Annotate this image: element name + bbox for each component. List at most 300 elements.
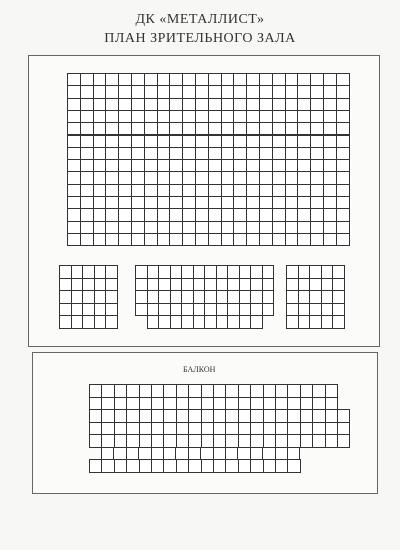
seat — [213, 409, 226, 423]
seat — [323, 147, 337, 160]
seat — [285, 85, 299, 98]
seat — [105, 265, 118, 279]
seat — [208, 184, 222, 197]
seat — [263, 434, 276, 448]
seat — [275, 422, 288, 436]
seat — [246, 147, 260, 160]
seat — [163, 384, 176, 398]
seat — [131, 98, 145, 111]
seat — [131, 159, 145, 172]
seat — [144, 159, 158, 172]
seat — [325, 434, 338, 448]
seat — [246, 85, 260, 98]
seat — [169, 85, 183, 98]
seat — [80, 159, 94, 172]
seat — [233, 147, 247, 160]
seat — [221, 184, 235, 197]
seat — [188, 409, 201, 423]
seat — [285, 208, 299, 221]
seat — [221, 110, 235, 123]
seat — [105, 196, 119, 209]
seat — [182, 110, 196, 123]
seat — [118, 135, 132, 148]
seat — [93, 147, 107, 160]
seat — [105, 315, 118, 329]
seat — [131, 73, 145, 86]
seat — [250, 459, 263, 473]
seat — [250, 409, 263, 423]
seat — [93, 184, 107, 197]
seat — [272, 135, 286, 148]
seat — [157, 73, 171, 86]
seat — [201, 422, 214, 436]
seat — [118, 159, 132, 172]
seat — [213, 459, 226, 473]
seat — [275, 384, 288, 398]
seat — [221, 159, 235, 172]
seat — [157, 147, 171, 160]
seat — [182, 196, 196, 209]
seat — [312, 409, 325, 423]
seat — [163, 434, 176, 448]
seat — [287, 409, 300, 423]
seat — [336, 159, 350, 172]
seat — [80, 184, 94, 197]
seat — [323, 233, 337, 246]
seat — [259, 135, 273, 148]
seat — [297, 147, 311, 160]
seat — [80, 135, 94, 148]
seat — [114, 409, 127, 423]
seat — [101, 397, 114, 411]
seat — [259, 110, 273, 123]
seat — [131, 85, 145, 98]
seat — [285, 73, 299, 86]
seat — [221, 221, 235, 234]
seat — [176, 434, 189, 448]
seat — [221, 122, 235, 135]
seat — [131, 221, 145, 234]
seat — [139, 409, 152, 423]
seat — [89, 459, 102, 473]
seat — [250, 422, 263, 436]
seat — [182, 171, 196, 184]
seat — [80, 171, 94, 184]
seat — [80, 196, 94, 209]
seat — [93, 233, 107, 246]
seat — [225, 459, 238, 473]
seat — [176, 459, 189, 473]
seat — [93, 135, 107, 148]
seat — [105, 135, 119, 148]
seat — [246, 110, 260, 123]
seat — [262, 447, 275, 461]
seat — [208, 110, 222, 123]
seat — [118, 196, 132, 209]
seat — [297, 122, 311, 135]
seat — [89, 384, 102, 398]
seat — [323, 85, 337, 98]
seat — [310, 85, 324, 98]
seat — [157, 233, 171, 246]
seat — [195, 122, 209, 135]
seat — [285, 221, 299, 234]
seat — [118, 73, 132, 86]
seat — [67, 171, 81, 184]
seat — [325, 409, 338, 423]
seat — [169, 122, 183, 135]
seat — [300, 434, 313, 448]
seat — [151, 434, 164, 448]
seat — [131, 147, 145, 160]
seat — [93, 159, 107, 172]
seat — [114, 384, 127, 398]
seat — [80, 208, 94, 221]
seat — [67, 196, 81, 209]
seat — [195, 196, 209, 209]
seat — [101, 459, 114, 473]
seat — [80, 98, 94, 111]
seat — [225, 447, 238, 461]
seat — [151, 422, 164, 436]
seat — [237, 447, 250, 461]
seat — [246, 135, 260, 148]
seat — [195, 110, 209, 123]
seat — [126, 397, 139, 411]
seat — [213, 422, 226, 436]
seat — [297, 159, 311, 172]
seat — [285, 171, 299, 184]
seat — [195, 85, 209, 98]
seat — [182, 73, 196, 86]
seat — [151, 384, 164, 398]
seat — [101, 384, 114, 398]
seat — [250, 397, 263, 411]
seat — [310, 122, 324, 135]
seat — [188, 459, 201, 473]
seat — [105, 122, 119, 135]
seat — [201, 459, 214, 473]
seat — [221, 135, 235, 148]
seat — [89, 397, 102, 411]
seat — [80, 122, 94, 135]
seat — [67, 184, 81, 197]
seat — [263, 459, 276, 473]
seat — [287, 447, 300, 461]
seat — [246, 98, 260, 111]
seat — [275, 447, 288, 461]
seat — [114, 434, 127, 448]
seat — [105, 147, 119, 160]
seat — [336, 147, 350, 160]
seat — [297, 171, 311, 184]
seat — [310, 233, 324, 246]
balcony-plan — [32, 352, 378, 494]
seat — [93, 208, 107, 221]
seat — [80, 147, 94, 160]
seat — [182, 184, 196, 197]
seat — [188, 422, 201, 436]
seat — [246, 221, 260, 234]
seat — [169, 110, 183, 123]
seat — [225, 409, 238, 423]
seat — [126, 434, 139, 448]
seat — [250, 315, 263, 329]
seat — [208, 196, 222, 209]
seat — [310, 147, 324, 160]
seat — [126, 384, 139, 398]
seat — [105, 171, 119, 184]
seat — [208, 98, 222, 111]
seat — [310, 208, 324, 221]
seat — [139, 459, 152, 473]
seat — [89, 434, 102, 448]
seat — [144, 171, 158, 184]
seat — [300, 422, 313, 436]
seat — [225, 434, 238, 448]
seat — [263, 409, 276, 423]
seat — [176, 384, 189, 398]
seat — [80, 221, 94, 234]
seat — [297, 196, 311, 209]
seat — [272, 73, 286, 86]
seat — [310, 184, 324, 197]
seat — [233, 110, 247, 123]
seat — [312, 422, 325, 436]
seat — [67, 98, 81, 111]
seat — [221, 196, 235, 209]
seat — [169, 171, 183, 184]
seat — [297, 208, 311, 221]
seat — [93, 171, 107, 184]
seat — [332, 290, 345, 304]
seat — [221, 171, 235, 184]
seat — [300, 409, 313, 423]
seat — [169, 233, 183, 246]
seat — [233, 159, 247, 172]
seat — [105, 159, 119, 172]
seat — [105, 85, 119, 98]
seat — [188, 434, 201, 448]
seat — [195, 171, 209, 184]
seat — [246, 73, 260, 86]
seat — [332, 315, 345, 329]
seat — [297, 135, 311, 148]
seat — [169, 147, 183, 160]
seat — [213, 447, 226, 461]
seat — [144, 221, 158, 234]
seat — [213, 397, 226, 411]
seat — [259, 208, 273, 221]
seat — [233, 233, 247, 246]
seat — [67, 208, 81, 221]
seat — [336, 85, 350, 98]
seat — [67, 85, 81, 98]
seat — [157, 98, 171, 111]
seat — [275, 459, 288, 473]
seat — [323, 110, 337, 123]
seat — [323, 135, 337, 148]
seat — [285, 184, 299, 197]
seat — [297, 233, 311, 246]
seat — [118, 98, 132, 111]
seat — [312, 434, 325, 448]
seat — [169, 73, 183, 86]
seat — [323, 159, 337, 172]
seat — [263, 397, 276, 411]
seat — [114, 422, 127, 436]
seat — [182, 221, 196, 234]
seat — [139, 434, 152, 448]
seat — [310, 135, 324, 148]
seat — [250, 384, 263, 398]
seat — [80, 73, 94, 86]
seat — [259, 196, 273, 209]
seat — [188, 384, 201, 398]
seat — [323, 171, 337, 184]
seat — [208, 147, 222, 160]
seat — [336, 110, 350, 123]
seat — [93, 110, 107, 123]
seat — [259, 85, 273, 98]
seat — [233, 221, 247, 234]
seat — [200, 447, 213, 461]
seat — [336, 196, 350, 209]
seat — [263, 422, 276, 436]
main-hall-plan — [28, 55, 380, 347]
seat — [67, 73, 81, 86]
seat — [336, 221, 350, 234]
seat — [80, 233, 94, 246]
seat — [250, 434, 263, 448]
seat — [336, 208, 350, 221]
seat — [195, 135, 209, 148]
seat — [297, 184, 311, 197]
seat — [310, 98, 324, 111]
seat — [323, 98, 337, 111]
seat — [297, 110, 311, 123]
seat — [310, 196, 324, 209]
seat — [221, 208, 235, 221]
seat — [259, 171, 273, 184]
seat — [221, 147, 235, 160]
seat — [285, 122, 299, 135]
seat — [139, 384, 152, 398]
seat — [275, 397, 288, 411]
seat — [144, 110, 158, 123]
seat — [105, 98, 119, 111]
seat — [250, 447, 263, 461]
seat — [163, 447, 176, 461]
seat — [105, 303, 118, 317]
seat — [101, 434, 114, 448]
seat — [208, 171, 222, 184]
seat — [105, 73, 119, 86]
seat — [195, 98, 209, 111]
seat — [176, 409, 189, 423]
seat — [285, 110, 299, 123]
seat — [246, 184, 260, 197]
seat — [182, 208, 196, 221]
seat — [151, 397, 164, 411]
seat — [300, 397, 313, 411]
seat — [157, 184, 171, 197]
seat — [287, 422, 300, 436]
seat — [225, 397, 238, 411]
seat — [312, 397, 325, 411]
seat — [67, 110, 81, 123]
seat — [233, 85, 247, 98]
seat — [182, 122, 196, 135]
seat — [144, 98, 158, 111]
seat — [144, 135, 158, 148]
seat — [118, 221, 132, 234]
seat — [312, 384, 325, 398]
seat — [118, 171, 132, 184]
seat — [169, 196, 183, 209]
seat — [285, 98, 299, 111]
seat — [336, 184, 350, 197]
seat — [105, 208, 119, 221]
seat — [131, 135, 145, 148]
seat — [233, 135, 247, 148]
seat — [297, 85, 311, 98]
seat — [163, 459, 176, 473]
seat — [275, 409, 288, 423]
seat — [195, 159, 209, 172]
seat — [105, 278, 118, 292]
seat — [157, 221, 171, 234]
seat — [144, 184, 158, 197]
seat — [310, 73, 324, 86]
seat — [310, 171, 324, 184]
seat — [233, 184, 247, 197]
seat — [118, 122, 132, 135]
seat — [337, 422, 350, 436]
seat — [285, 233, 299, 246]
seat — [105, 221, 119, 234]
seat — [238, 434, 251, 448]
seat — [272, 196, 286, 209]
seat — [233, 73, 247, 86]
seat — [323, 73, 337, 86]
seat — [131, 196, 145, 209]
seat — [272, 221, 286, 234]
seat — [275, 434, 288, 448]
seat — [169, 221, 183, 234]
seat — [89, 409, 102, 423]
seat — [151, 409, 164, 423]
seat — [195, 147, 209, 160]
seat — [157, 159, 171, 172]
seat — [337, 409, 350, 423]
seat — [126, 409, 139, 423]
seat — [144, 85, 158, 98]
seat — [323, 122, 337, 135]
seat — [246, 122, 260, 135]
seat — [287, 397, 300, 411]
seat — [259, 147, 273, 160]
seat — [208, 159, 222, 172]
seat — [287, 384, 300, 398]
seat — [208, 233, 222, 246]
seat — [208, 73, 222, 86]
seat — [221, 85, 235, 98]
seat — [323, 208, 337, 221]
seat — [169, 184, 183, 197]
seat — [139, 422, 152, 436]
seat — [323, 184, 337, 197]
